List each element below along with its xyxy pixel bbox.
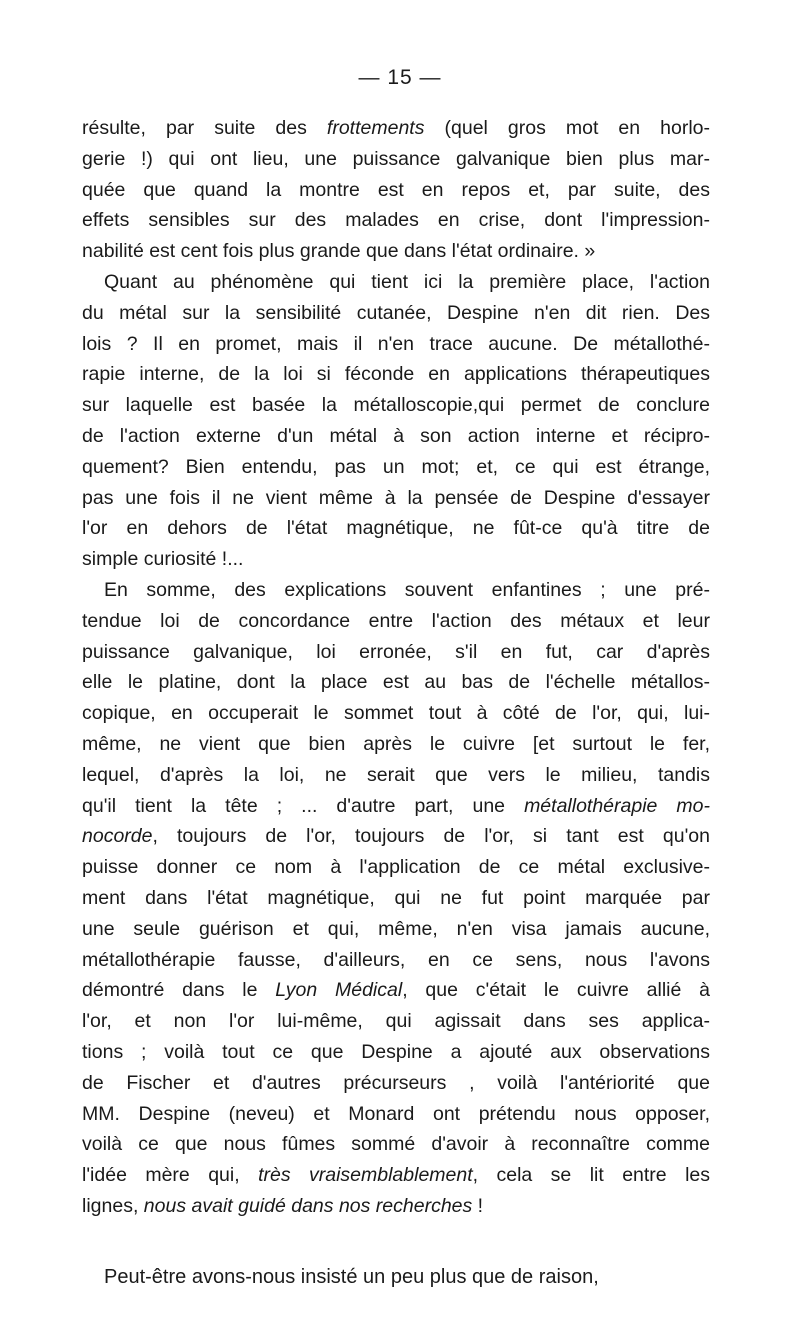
text-line — [82, 1160, 710, 1191]
italic-text: métallothérapie mo- — [524, 794, 710, 817]
text-segment: puissance galvanique, loi erronée, s'il en fut, car d'après — [82, 640, 710, 663]
text-segment: , toujours de l'or, toujours de l'or, si tant est qu'on — [152, 825, 710, 848]
text-segment: qu'il tient la tête ; ... d'autre part, une — [82, 794, 525, 817]
text-segment: voilà ce que nous fûmes sommé d'avoir à reconnaître comme — [82, 1133, 710, 1156]
text-segment: , que c'était le cuivre allié à — [402, 979, 710, 1002]
text-line — [82, 914, 710, 945]
text-segment: lois ? Il en promet, mais il n'en trace aucune. De métallothé- — [82, 332, 710, 355]
paragraph — [82, 267, 710, 575]
text-segment: En somme, des explications souvent enfantines ; une pré- — [104, 578, 710, 601]
paragraph — [82, 575, 710, 1222]
text-segment: l'or en dehors de l'état magnétique, ne fût-ce qu'à titre de — [82, 517, 710, 540]
text-segment: quée que quand la montre est en repos et, par suite, des — [82, 178, 710, 201]
text-segment: effets sensibles sur des malades en crise, dont l'impression- — [82, 209, 710, 232]
text-line — [82, 1068, 710, 1099]
text-segment: de l'action externe d'un métal à son action interne et récipro- — [82, 424, 710, 447]
text-line — [82, 483, 710, 514]
text-line — [82, 113, 710, 144]
text-segment: rapie interne, de la loi si féconde en applications thérapeutiques — [82, 363, 710, 386]
text-segment: même, ne vient que bien après le cuivre [et surtout le fer, — [82, 732, 710, 755]
text-line — [82, 144, 710, 175]
text-line — [82, 975, 710, 1006]
text-line — [82, 236, 710, 267]
text-line — [82, 729, 710, 760]
text-line — [82, 698, 710, 729]
text-line — [82, 267, 710, 298]
text-segment: (quel gros mot en horlo- — [424, 117, 710, 139]
text-segment: du métal sur la sensibilité cutanée, Despine n'en dit rien. Des — [82, 301, 710, 324]
italic-text: frottements — [326, 117, 425, 139]
text-segment: puisse donner ce nom à l'application de ce métal exclusive- — [82, 856, 710, 879]
text-segment: ! — [472, 1194, 484, 1217]
text-segment: pas une fois il ne vient même à la pensée de Despine d'essayer — [82, 486, 710, 509]
page-number: — 15 — — [358, 66, 442, 89]
text-segment: simple curiosité !... — [82, 548, 244, 571]
body-text — [82, 113, 710, 1222]
italic-text: nous avait guidé dans nos recherches — [143, 1194, 473, 1217]
text-segment: de Fischer et d'autres précurseurs , voilà l'antériorité que — [82, 1071, 710, 1094]
text-line — [82, 637, 710, 668]
italic-text: très vraisemblablement — [258, 1164, 473, 1187]
text-segment: lignes, — [82, 1194, 144, 1217]
text-line — [82, 1006, 710, 1037]
text-line — [82, 1191, 710, 1222]
text-line — [82, 298, 710, 329]
text-line — [82, 1262, 710, 1293]
text-segment: ment dans l'état magnétique, qui ne fut point marquée par — [82, 886, 710, 909]
text-segment: Quant au phénomène qui tient ici la première place, l'action — [104, 270, 710, 293]
text-line — [82, 1129, 710, 1160]
text-line — [82, 175, 710, 206]
text-line — [82, 821, 710, 852]
text-segment: résulte, par suite des — [82, 117, 327, 139]
text-segment: l'idée mère qui, — [82, 1164, 259, 1187]
italic-text: Lyon Médical — [275, 979, 403, 1002]
text-line — [82, 329, 710, 360]
text-segment: l'or, et non l'or lui-même, qui agissait dans ses applica- — [82, 1010, 710, 1033]
text-segment: métallothérapie fausse, d'ailleurs, en ce sens, nous l'avons — [82, 948, 710, 971]
text-segment: elle le platine, dont la place est au bas de l'échelle métallos- — [82, 671, 710, 694]
text-line — [82, 791, 710, 822]
text-line — [82, 359, 710, 390]
text-segment: démontré dans le — [82, 979, 276, 1002]
text-segment: MM. Despine (neveu) et Monard ont prétendu nous opposer, — [82, 1102, 710, 1125]
text-line — [82, 1037, 710, 1068]
text-line — [82, 452, 710, 483]
final-paragraph — [82, 1262, 710, 1293]
text-segment: tendue loi de concordance entre l'action des métaux et leur — [82, 609, 710, 632]
text-line — [82, 390, 710, 421]
text-line — [82, 883, 710, 914]
text-segment: gerie !) qui ont lieu, une puissance galvanique bien plus mar- — [82, 147, 710, 170]
text-segment: sur laquelle est basée la métalloscopie,qui permet de conclure — [82, 394, 710, 417]
text-segment: une seule guérison et qui, même, n'en visa jamais aucune, — [82, 917, 710, 940]
text-line — [82, 575, 710, 606]
text-line — [82, 421, 710, 452]
text-line — [82, 205, 710, 236]
italic-text: nocorde — [82, 825, 153, 848]
text-line — [82, 1099, 710, 1130]
text-line — [82, 852, 710, 883]
text-line — [82, 945, 710, 976]
text-line — [82, 667, 710, 698]
text-line — [82, 544, 710, 575]
text-line — [82, 760, 710, 791]
text-segment: copique, en occuperait le sommet tout à côté de l'or, qui, lui- — [82, 702, 710, 725]
text-segment: lequel, d'après la loi, ne serait que vers le milieu, tandis — [82, 763, 710, 786]
text-segment: Peut-être avons-nous insisté un peu plus que de raison, — [104, 1266, 599, 1288]
text-segment: quement? Bien entendu, pas un mot; et, ce qui est étrange, — [82, 455, 710, 478]
paragraph — [82, 113, 710, 267]
text-line — [82, 513, 710, 544]
text-line — [82, 606, 710, 637]
text-segment: tions ; voilà tout ce que Despine a ajouté aux observations — [82, 1040, 710, 1063]
text-segment: nabilité est cent fois plus grande que dans l'état ordinaire. » — [82, 240, 596, 263]
text-segment: , cela se lit entre les — [472, 1164, 710, 1187]
